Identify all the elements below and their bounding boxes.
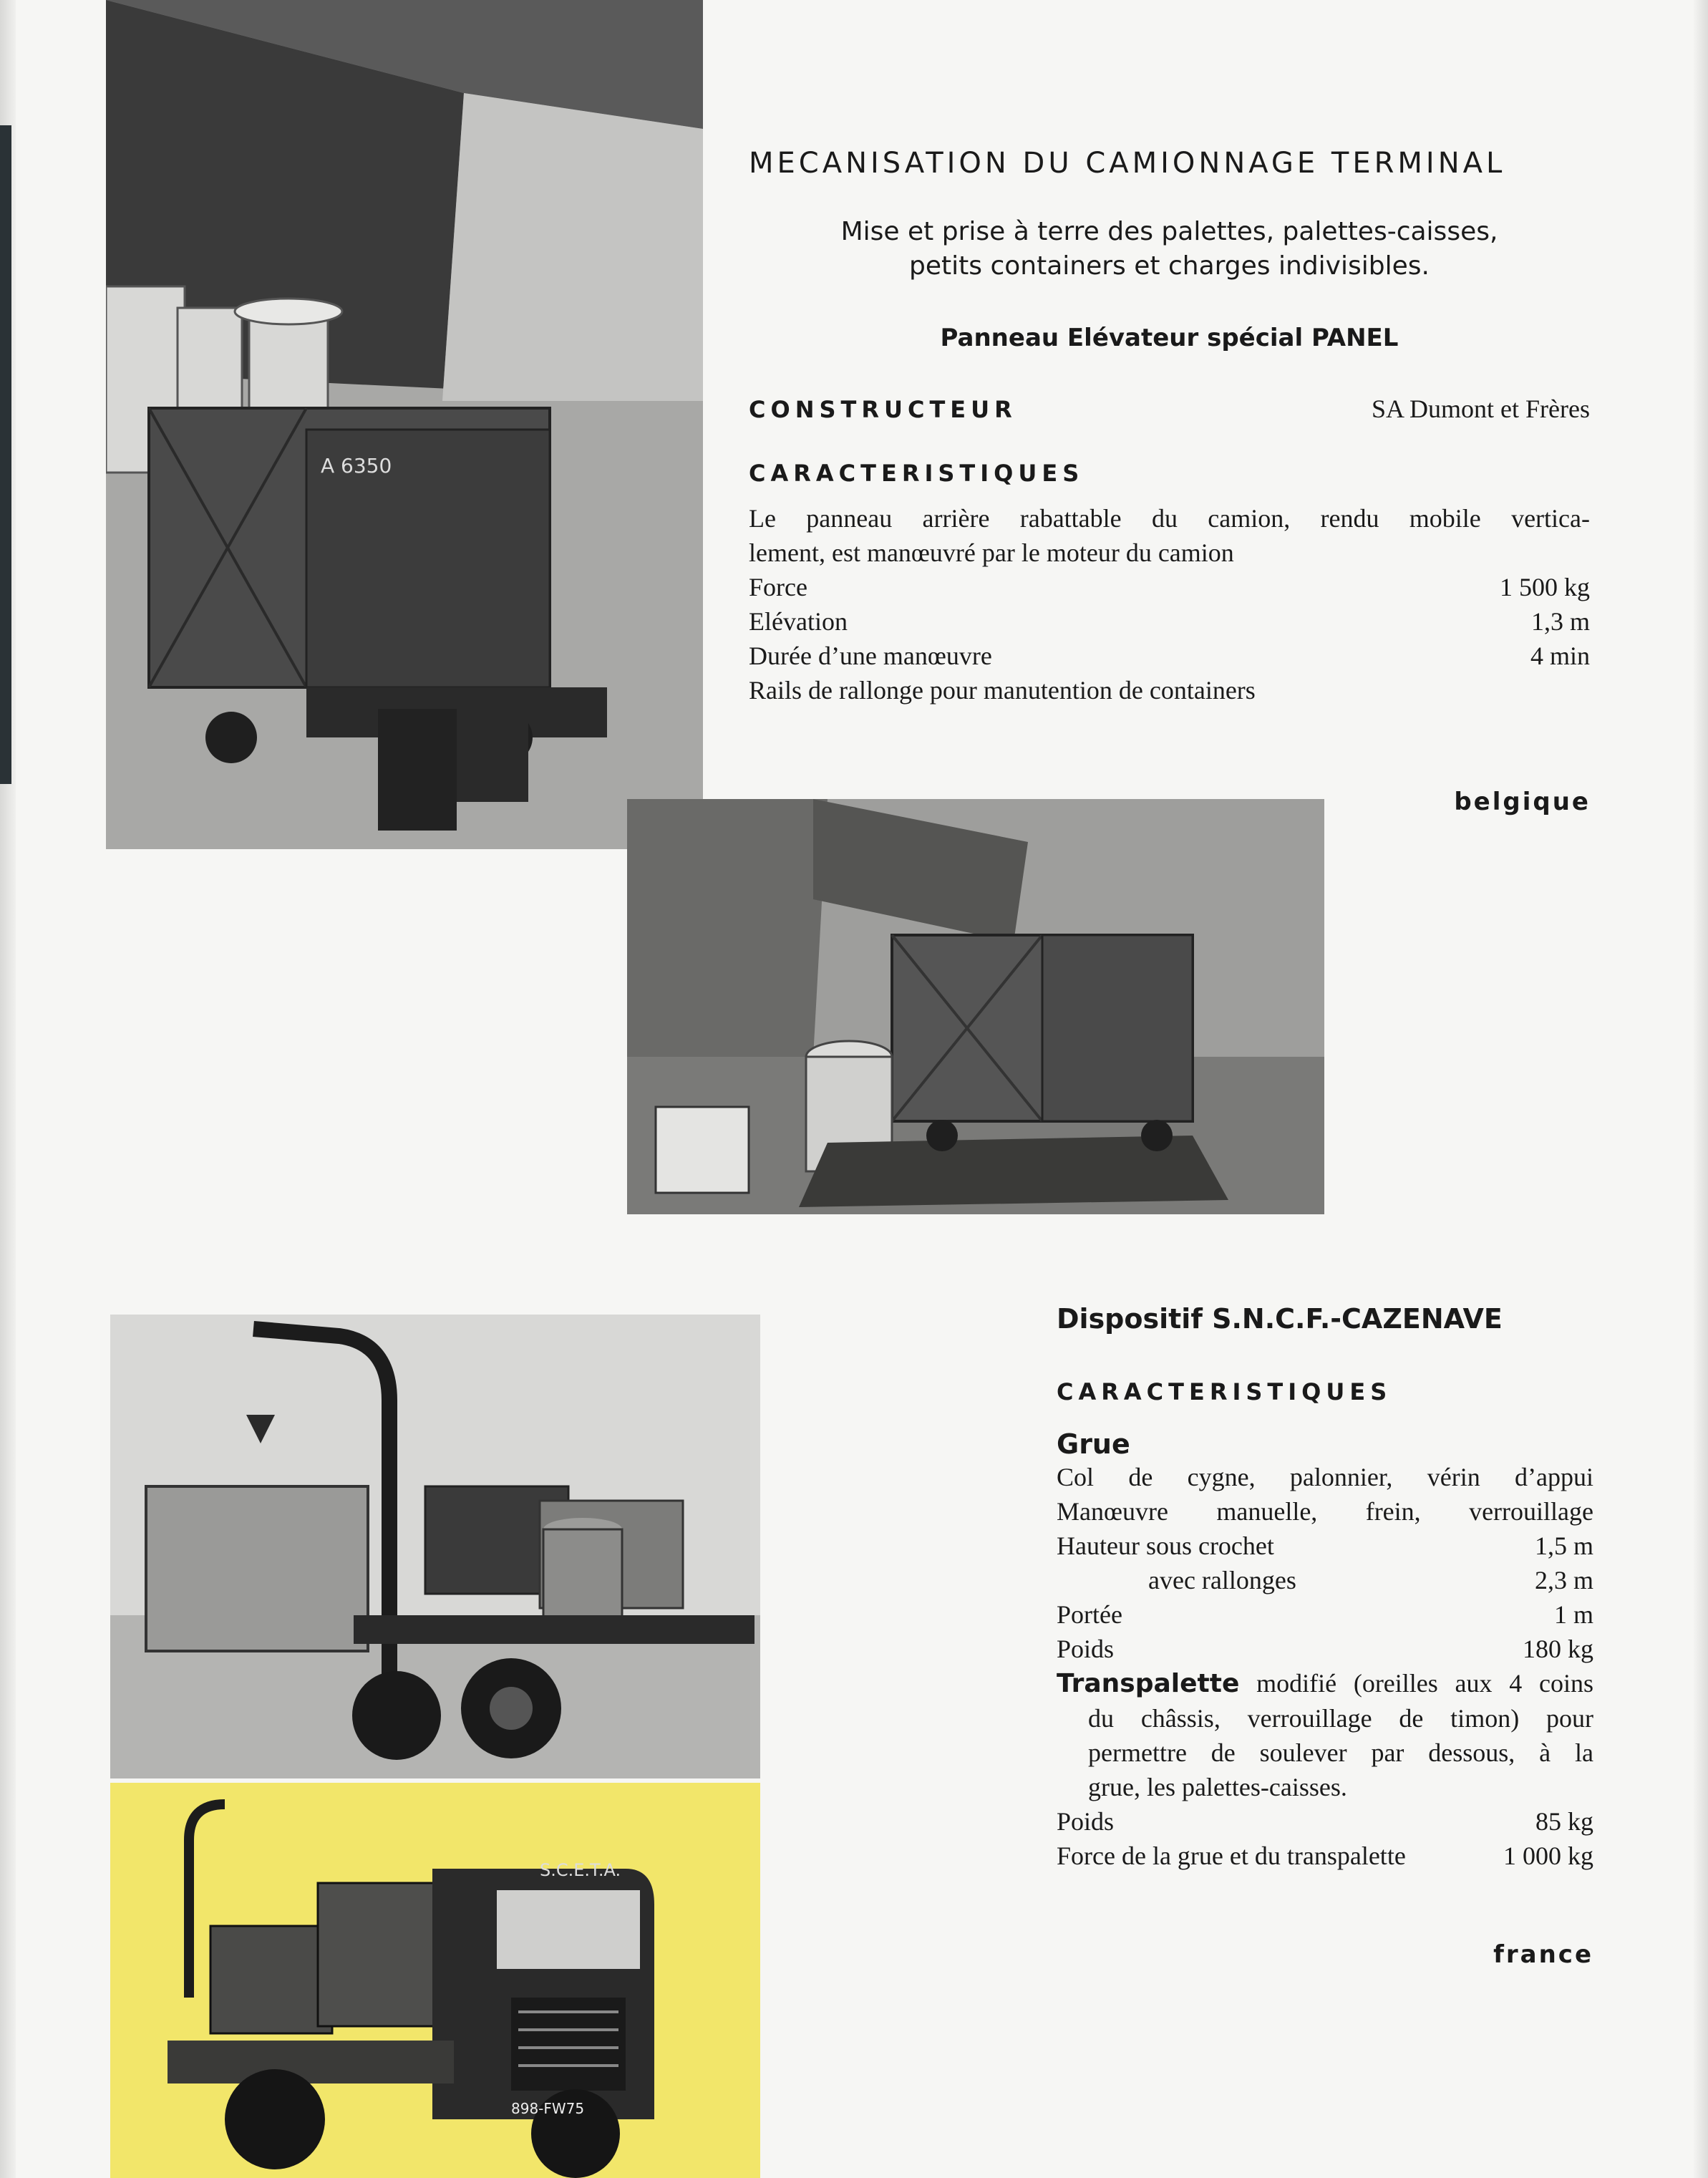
transpalette-line-2: du châssis, verrouillage de timon) pour [1088,1704,1593,1733]
caracteristiques-label: CARACTERISTIQUES [749,460,1085,487]
transpalette-text-1: modifié (oreilles aux 4 coins [1239,1669,1593,1698]
spec-row [1057,1804,1593,1839]
crate-id-label: A 6350 [321,454,392,478]
description-line-2: lement, est manœuvré par le moteur du camion [749,538,1234,567]
constructeur-label: CONSTRUCTEUR [749,396,1017,423]
photo-crane-truck [110,1315,760,1778]
spec-value: 1 000 kg [1503,1841,1593,1870]
spec-value: 85 kg [1535,1807,1593,1836]
spec-value: 4 min [1530,642,1590,670]
section-title: MECANISATION DU CAMIONNAGE TERMINAL [749,147,1506,180]
panel-heading: Panneau Elévateur spécial PANEL [940,324,1399,352]
page-edge-right [1694,0,1708,2178]
photo-sceta-truck [110,1783,760,2178]
description-line-1: Le panneau arrière rabattable du camion, rendu mobile vertica- [749,504,1590,533]
spec-value: 2,3 m [1534,1566,1593,1594]
subtitle-line-1: Mise et prise à terre des palettes, palettes-caisses, [840,217,1498,246]
truck-plate: 898-FW75 [511,2100,585,2117]
spec-label: Durée d’une manœuvre [749,642,992,670]
spec-value: 1,3 m [1530,607,1590,636]
transpalette-line-3: permettre de soulever par dessous, à la [1088,1738,1593,1767]
subtitle-line-2: petits containers et charges indivisibles. [909,251,1430,281]
dispositif-heading: Dispositif S.N.C.F.-CAZENAVE [1057,1303,1503,1335]
spec-row [1057,1597,1593,1632]
rails-note: Rails de rallonge pour manutention de containers [749,676,1256,705]
spec-row [749,639,1590,673]
country-label-france: france [1493,1940,1593,1969]
spec-value: 1 m [1553,1600,1593,1629]
spec-value: 180 kg [1523,1635,1593,1663]
spec-value: 1,5 m [1534,1531,1593,1560]
truck-sign: S.C.E.T.A. [540,1860,621,1880]
spec-row [1057,1632,1593,1666]
spec-row [1057,1529,1593,1563]
caracteristiques-label-2: CARACTERISTIQUES [1057,1378,1392,1405]
spec-value: 1 500 kg [1500,573,1590,601]
spec-label: Hauteur sous crochet [1057,1531,1274,1560]
spec-label: Force de la grue et du transpalette [1057,1841,1406,1870]
transpalette-line-4: grue, les palettes-caisses. [1088,1773,1347,1801]
spec-label: Poids [1057,1807,1115,1836]
spec-label: avec rallonges [1148,1566,1296,1594]
spec-label: Force [749,573,807,601]
spec-label: Poids [1057,1635,1115,1663]
photo-panel-elevator [627,799,1324,1214]
spec-row [749,604,1590,639]
binding-strip [0,125,11,784]
spec-label: Portée [1057,1600,1122,1629]
constructeur-value: SA Dumont et Frères [1372,395,1590,423]
grue-line-2: Manœuvre manuelle, frein, verrouillage [1057,1497,1593,1526]
photo-crate-in-truck [106,0,703,849]
transpalette-line-1 [1057,1666,1593,1701]
transpalette-title: Transpalette [1057,1669,1240,1698]
spec-row [1057,1839,1593,1873]
spec-row [1057,1563,1593,1597]
grue-line-1: Col de cygne, palonnier, vérin d’appui [1057,1463,1593,1491]
spec-row [749,570,1590,604]
country-label-belgique: belgique [1454,788,1591,816]
spec-label: Elévation [749,607,848,636]
grue-title: Grue [1057,1428,1130,1460]
